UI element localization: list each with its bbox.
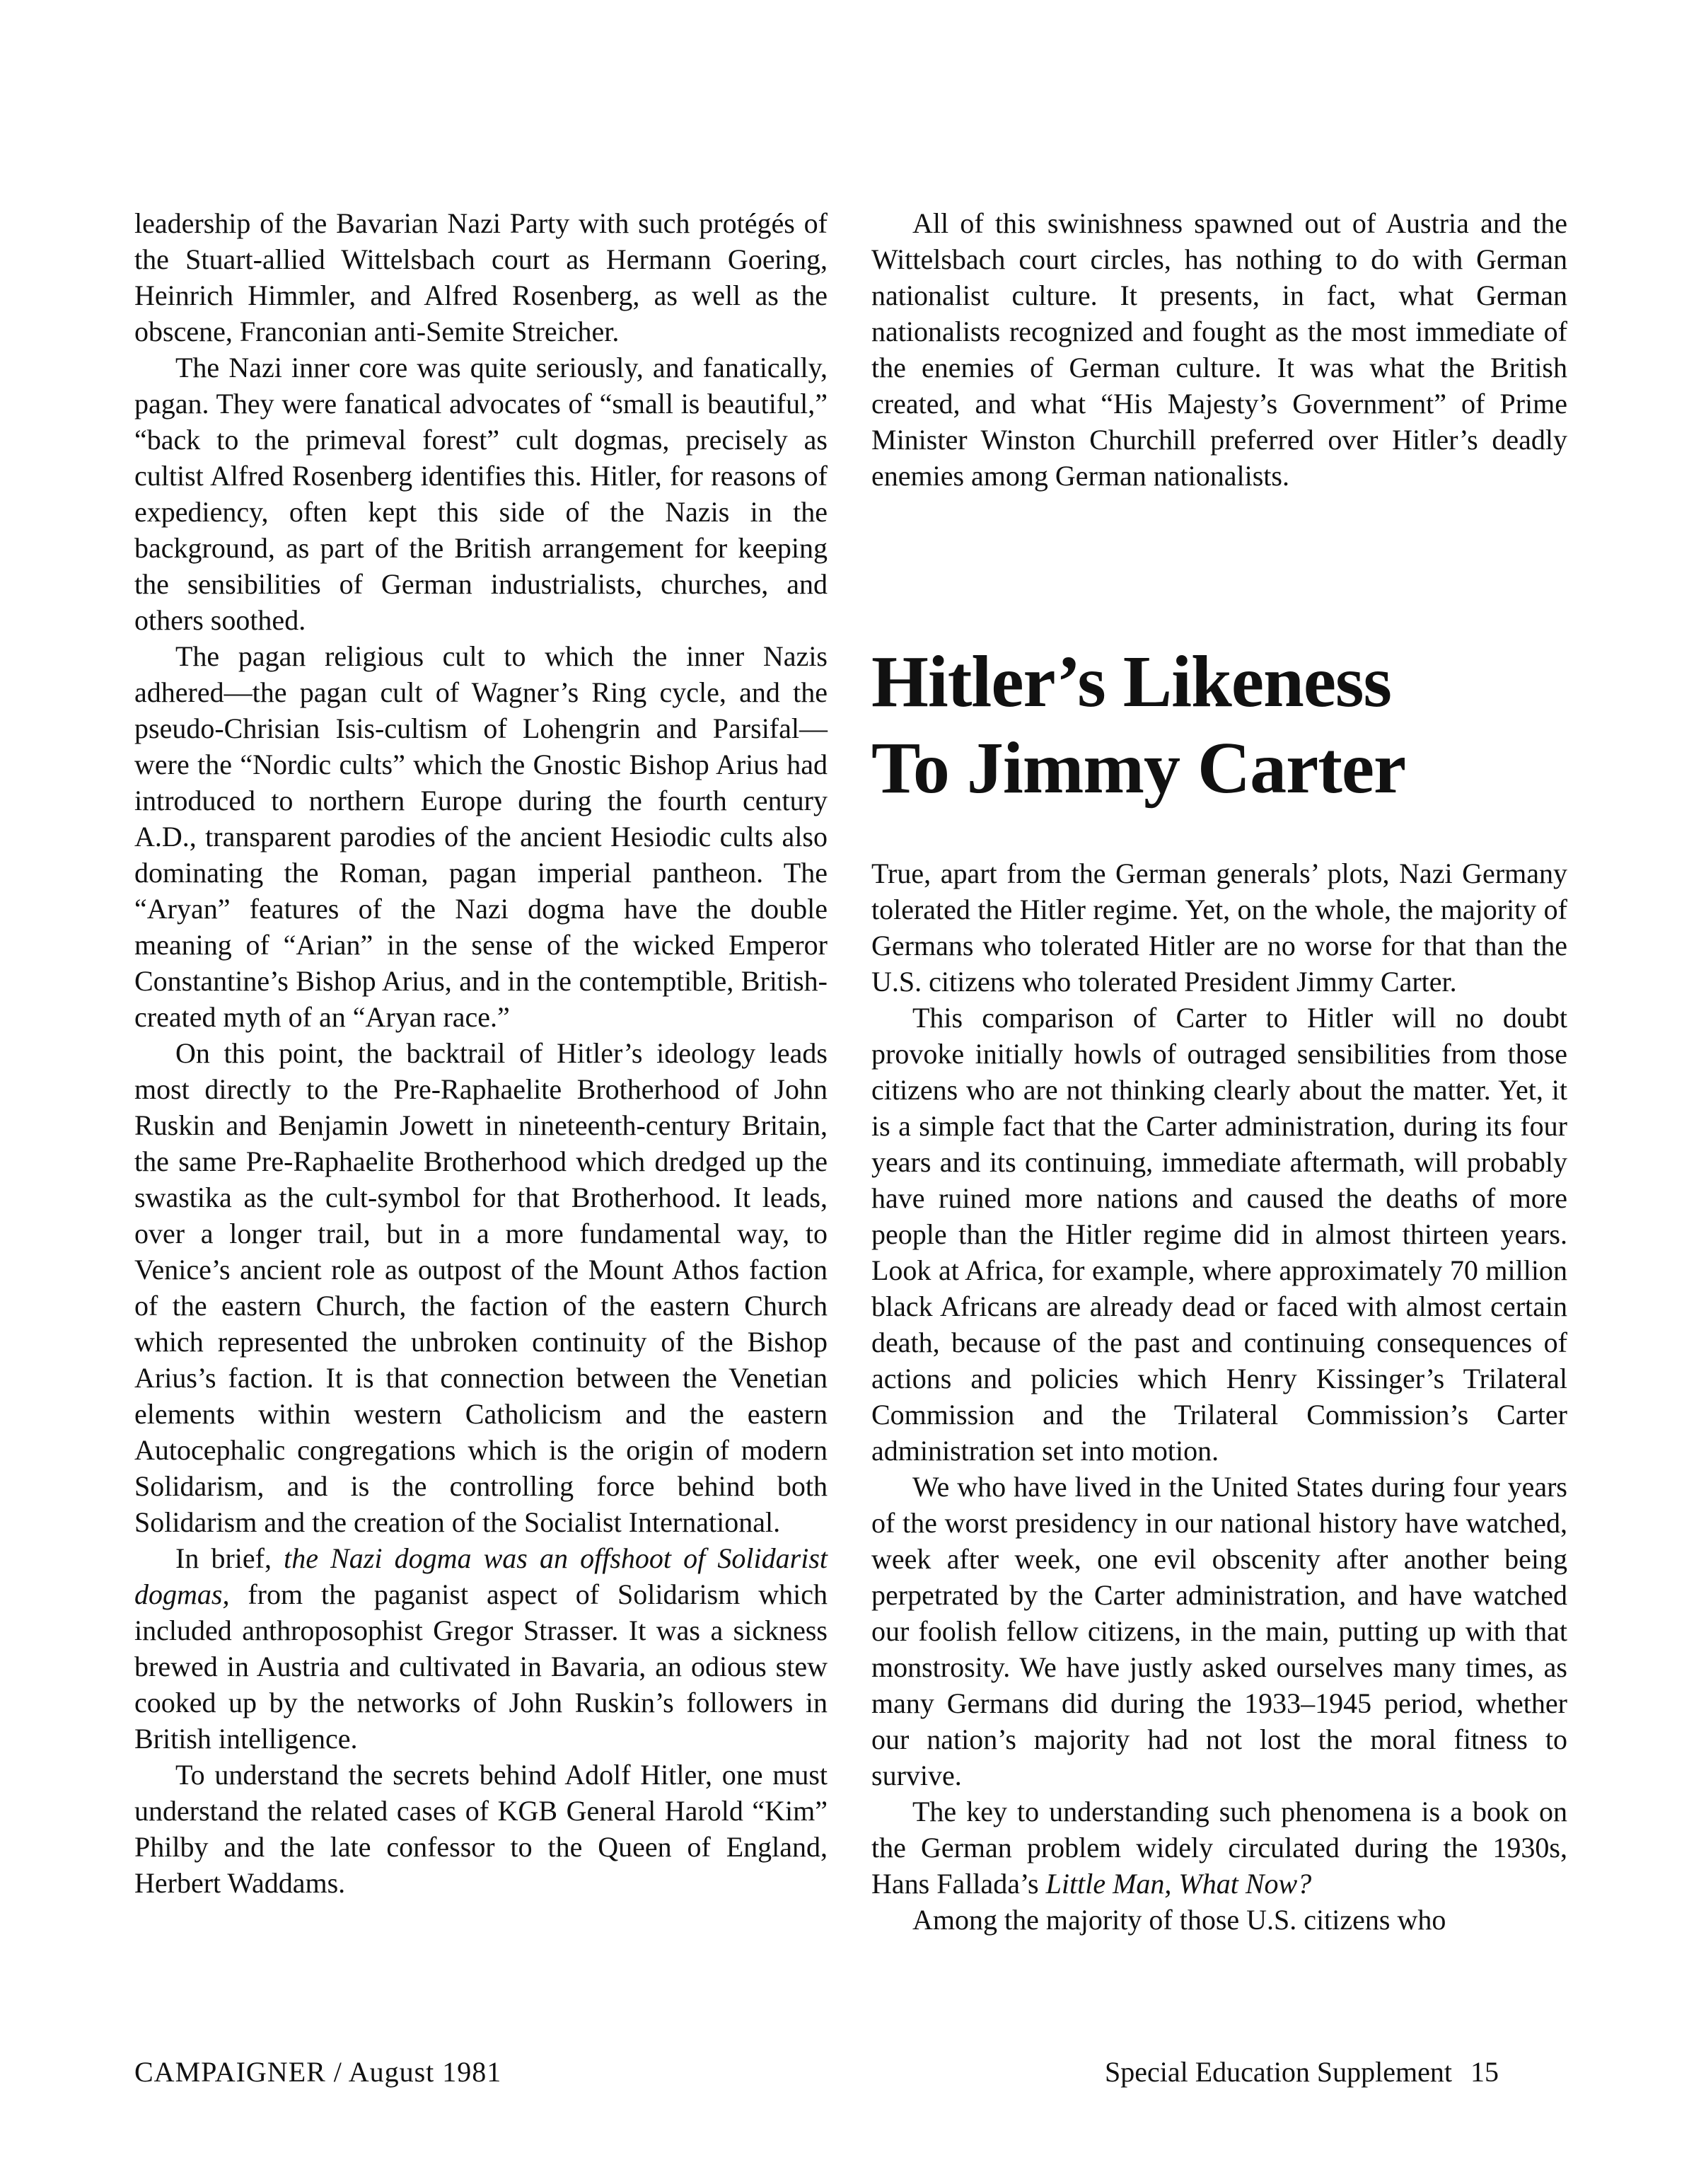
paragraph-text: Among the majority of those U.S. citizens who — [912, 1904, 1446, 1936]
emphasis-text: the Nazi dogma was an offshoot of Solidarist dogmas, — [134, 1542, 828, 1610]
column-spacer — [871, 494, 1567, 639]
paragraph-text: On this point, the backtrail of Hitler’s ideology leads most directly to the Pre-Raphaelite Brotherhood of John Ruskin and Benjamin Jowett in nineteenth-century Britain, the same Pre-Raphaelite Brotherhood which dredged up the swastika as the cult-symbol for that Brotherhood. It leads, over a longer trail, but in a more fundamental way, to Venice’s ancient role as outpost of the Mount Athos faction of the eastern Church, the faction of the eastern Church which represented the unbroken continuity of the Bishop Arius’s faction. It is that connection between the Venetian elements within western Catholicism and the eastern Autocephalic congregations which is the origin of modern Solidarism, and is the controlling force behind both Solidarism and the creation of the Socialist International. — [134, 1037, 828, 1538]
body-paragraph — [134, 1035, 828, 1540]
paragraph-text: To understand the secrets behind Adolf Hitler, one must understand the related cases of KGB General Harold “Kim” Philby and the late confessor to the Queen of England, Herbert Waddams. — [134, 1759, 828, 1899]
paragraph-text: All of this swinishness spawned out of Austria and the Wittelsbach court circles, has nothing to do with German nationalist culture. It presents, in fact, what German nationalists recognized and fought as the most immediate of the enemies of German culture. It was what the British created, and what “His Majesty’s Government” of Prime Minister Winston Churchill preferred over Hitler’s deadly enemies among German nationalists. — [871, 207, 1567, 492]
body-paragraph — [134, 1757, 828, 1901]
paragraph-text: This comparison of Carter to Hitler will no doubt provoke initially howls of outraged sensibilities from those citizens who are not thinking clearly about the matter. Yet, it is a simple fact that the Carter administration, during its four years and its continuing, immediate aftermath, will probably have ruined more nations and caused the deaths of more people than the Hitler regime did in almost thirteen years. Look at Africa, for example, where approximately 70 million black Africans are already dead or faced with almost certain death, because of the past and continuing consequences of actions and policies which Henry Kissinger’s Trilateral Commission and the Trilateral Commission’s Carter administration set into motion. — [871, 1002, 1567, 1467]
body-paragraph — [134, 638, 828, 1035]
paragraph-text: The key to understanding such phenomena is a book on the German problem widely circulated during the 1930s, Hans Fallada’s — [871, 1796, 1567, 1900]
body-paragraph — [871, 1469, 1567, 1793]
body-paragraph — [871, 855, 1567, 1000]
paragraph-text: In brief, — [175, 1542, 284, 1574]
paragraph-text: leadership of the Bavarian Nazi Party with such protégés of the Stuart-allied Wittelsbach court as Hermann Goering, Heinrich Himmler, and Alfred Rosenberg, as well as the obscene, Franconian anti-Semite Streicher. — [134, 207, 828, 347]
paragraph-text: We who have lived in the United States during four years of the worst presidency in our national history have watched, week after week, one evil obscenity after another being perpetrated by the Carter administration, and have watched our foolish fellow citizens, in the main, putting up with that monstrosity. We have justly asked ourselves many times, as many Germans did during the 1933–1945 period, whether our nation’s majority had not lost the moral fitness to survive. — [871, 1471, 1567, 1791]
headline-line-2: To Jimmy Carter — [871, 727, 1406, 809]
headline-line-1: Hitler’s Likeness — [871, 641, 1391, 722]
intro-paragraph — [871, 205, 1567, 494]
footer-section-label: Special Education Supplement — [1105, 2056, 1452, 2088]
paragraph-text: The pagan religious cult to which the inner Nazis adhered—the pagan cult of Wagner’s Ring cycle, and the pseudo-Chrisian Isis-cultism of Lohengrin and Parsifal—were the “Nordic cults” which the Gnostic Bishop Arius had introduced to northern Europe during the fourth century A.D., transparent parodies of the ancient Hesiodic cults also dominating the Roman, pagan imperial pantheon. The “Aryan” features of the Nazi dogma have the double meaning of “Arian” in the sense of the wicked Emperor Constantine’s Bishop Arius, and in the contemptible, British-created myth of an “Aryan race.” — [134, 640, 828, 1033]
page-number: 15 — [1470, 2056, 1499, 2088]
body-paragraph — [871, 1902, 1567, 1938]
body-paragraph — [134, 349, 828, 638]
book-title: Little Man, What Now? — [1045, 1868, 1312, 1900]
body-paragraph — [134, 1540, 828, 1757]
body-paragraph — [871, 1000, 1567, 1469]
footer-publication: CAMPAIGNER / August 1981 — [134, 2056, 502, 2088]
left-column — [134, 205, 828, 1901]
paragraph-text: from the paganist aspect of Solidarism which included anthroposophist Gregor Strasser. It was a sickness brewed in Austria and cultivated in Bavaria, an odious stew cooked up by the networks of John Ruskin’s followers in British intelligence. — [134, 1578, 828, 1755]
footer-section — [1105, 2055, 1499, 2088]
paragraph-text: True, apart from the German generals’ plots, Nazi Germany tolerated the Hitler regime. Yet, on the whole, the majority of Germans who tolerated Hitler are no worse for that than the U.S. citizens who tolerated President Jimmy Carter. — [871, 857, 1567, 998]
body-paragraph — [871, 1793, 1567, 1902]
article-headline — [871, 639, 1567, 811]
body-paragraph — [134, 205, 828, 349]
paragraph-text: The Nazi inner core was quite seriously, and fanatically, pagan. They were fanatical advocates of “small is beautiful,” “back to the primeval forest” cult dogmas, precisely as cultist Alfred Rosenberg identifies this. Hitler, for reasons of expediency, often kept this side of the Nazis in the background, as part of the British arrangement for keeping the sensibilities of German industrialists, churches, and others soothed. — [134, 352, 828, 636]
right-column — [871, 205, 1567, 1938]
